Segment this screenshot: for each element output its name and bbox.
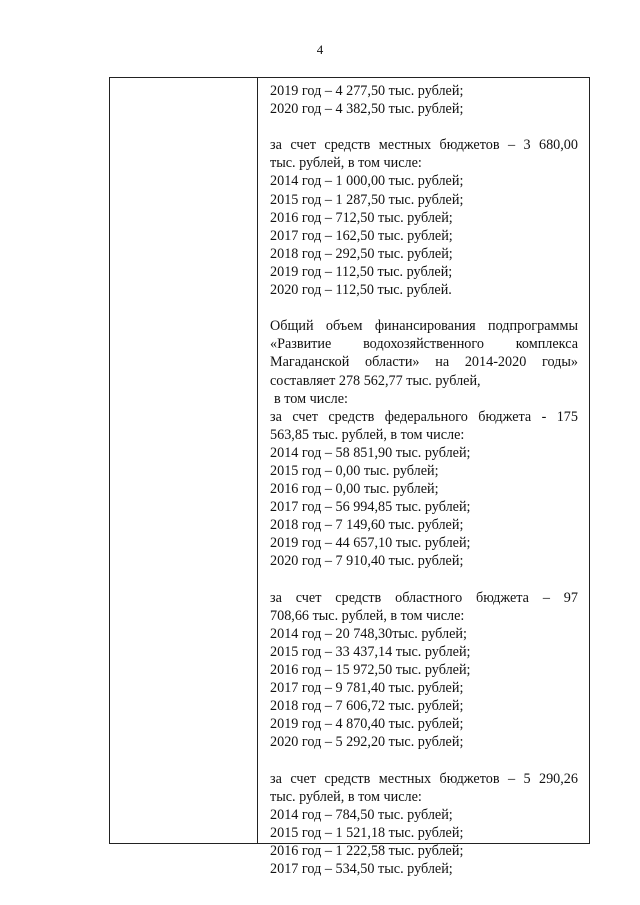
local-budget-section-2: [270, 770, 578, 879]
year-line: 2014 год – 1 000,00 тыс. рублей;: [270, 173, 464, 190]
year-line: 2019 год – 4 277,50 тыс. рублей;: [270, 83, 464, 99]
regional-budget-heading: за счет средств областного бюджета – 97: [270, 589, 578, 606]
regional-budget-section: [270, 589, 578, 752]
year-line: 2016 год – 712,50 тыс. рублей;: [270, 209, 453, 226]
year-line: 2015 год – 1 287,50 тыс. рублей;: [270, 191, 464, 208]
year-line: 2020 год – 7 910,40 тыс. рублей;: [270, 553, 464, 570]
local-budget-heading-cont: тыс. рублей, в том числе:: [270, 788, 422, 805]
total-financing-line: Общий объем финансирования подпрограммы: [270, 318, 578, 335]
local-budget-section: [270, 136, 578, 299]
year-line: 2018 год – 7 149,60 тыс. рублей;: [270, 517, 464, 534]
year-line: 2014 год – 58 851,90 тыс. рублей;: [270, 444, 471, 461]
year-line: 2020 год – 112,50 тыс. рублей.: [270, 282, 452, 299]
year-line: 2016 год – 0,00 тыс. рублей;: [270, 481, 439, 498]
local-budget-heading: за счет средств местных бюджетов – 3 680,00: [270, 137, 578, 154]
year-line: 2017 год – 534,50 тыс. рублей;: [270, 861, 453, 878]
year-line: 2020 год – 4 382,50 тыс. рублей;: [270, 101, 464, 118]
total-financing-section: [270, 317, 578, 570]
year-line: 2016 год – 1 222,58 тыс. рублей;: [270, 842, 464, 859]
total-financing-line: в том числе:: [274, 390, 348, 407]
page-number: 4: [316, 42, 324, 57]
year-line: 2019 год – 4 870,40 тыс. рублей;: [270, 716, 464, 733]
column-divider: [257, 78, 258, 843]
local-budget-heading-cont: тыс. рублей, в том числе:: [270, 155, 422, 172]
year-line: 2015 год – 0,00 тыс. рублей;: [270, 462, 439, 479]
year-line: 2020 год – 5 292,20 тыс. рублей;: [270, 734, 464, 751]
federal-budget-heading-cont: 563,85 тыс. рублей, в том числе:: [270, 426, 465, 443]
year-line: 2019 год – 44 657,10 тыс. рублей;: [270, 535, 471, 552]
year-line: 2014 год – 784,50 тыс. рублей;: [270, 806, 453, 823]
year-line: 2017 год – 162,50 тыс. рублей;: [270, 227, 453, 244]
year-list-a: [270, 82, 578, 118]
year-line: 2018 год – 292,50 тыс. рублей;: [270, 245, 453, 262]
year-line: 2015 год – 33 437,14 тыс. рублей;: [270, 643, 471, 660]
total-financing-line: «Развитие водохозяйственного комплекса: [270, 336, 578, 353]
year-line: 2014 год – 20 748,30тыс. рублей;: [270, 625, 467, 642]
year-line: 2019 год – 112,50 тыс. рублей;: [270, 263, 453, 280]
federal-budget-heading: за счет средств федерального бюджета - 175: [270, 408, 578, 425]
year-line: 2018 год – 7 606,72 тыс. рублей;: [270, 698, 464, 715]
year-line: 2015 год – 1 521,18 тыс. рублей;: [270, 824, 464, 841]
local-budget-heading: за счет средств местных бюджетов – 5 290,26: [270, 770, 578, 787]
program-table: [109, 77, 590, 878]
year-line: 2017 год – 56 994,85 тыс. рублей;: [270, 499, 471, 516]
year-line: 2017 год – 9 781,40 тыс. рублей;: [270, 680, 464, 697]
total-financing-line: составляет 278 562,77 тыс. рублей,: [270, 372, 481, 389]
total-financing-line: Магаданской области» на 2014-2020 годы»: [270, 354, 578, 371]
regional-budget-heading-cont: 708,66 тыс. рублей, в том числе:: [270, 607, 465, 624]
financing-cell: [270, 82, 578, 878]
year-line: 2016 год – 15 972,50 тыс. рублей;: [270, 662, 471, 678]
